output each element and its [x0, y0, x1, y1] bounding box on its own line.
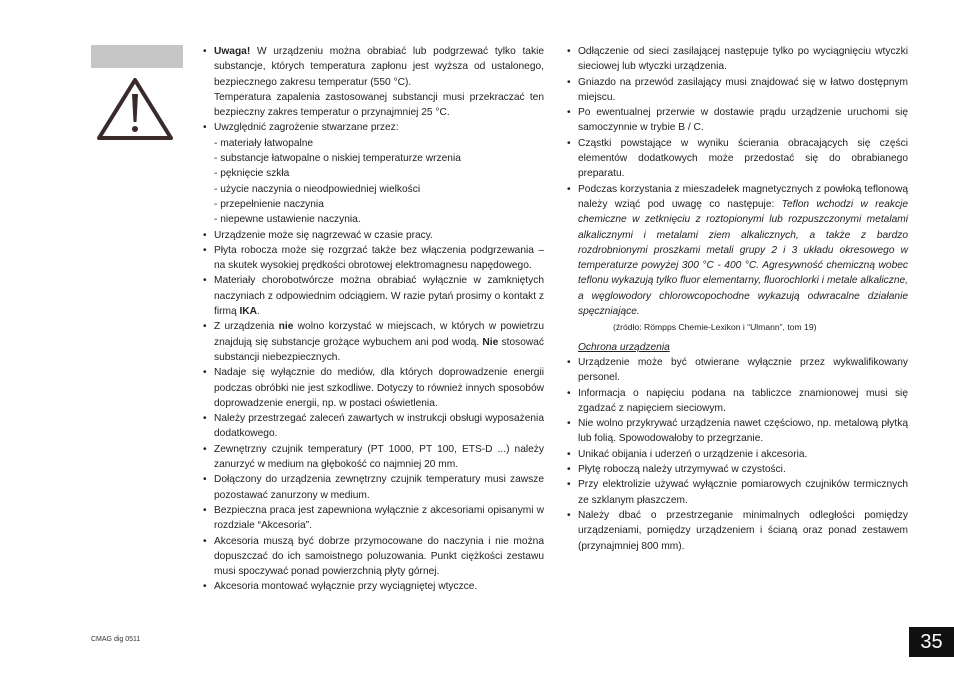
- item-text: .: [257, 306, 260, 318]
- section-gray-bar: [91, 45, 183, 68]
- list-item: • Dołączony do urządzenia zewnętrzny czujnik temperatury musi zawsze pozostawać zanurzony w medium.: [203, 472, 544, 503]
- list-item: • Należy dbać o przestrzeganie minimalnych odległości pomiędzy urządzeniami, pomiędzy urządzeniem i ścianą oraz ponad zestawem (przynajmniej 800 mm).: [567, 508, 908, 554]
- item-text: Podczas korzystania z mieszadełek magnetycznych z powłoką teflonową należy wziąć pod uwagę co następuje:: [578, 183, 908, 210]
- list-item: • Płyta robocza może się rozgrzać także bez włączenia podgrzewania – na skutek wysokiej prędkości obrotowej elektromagnesu napędowego.: [203, 243, 544, 274]
- list-item: • Gniazdo na przewód zasilający musi znajdować się w łatwo dostępnym miejscu.: [567, 75, 908, 106]
- list-item: • Zewnętrzny czujnik temperatury (PT 1000, PT 100, ETS-D ...) należy zanurzyć w medium na głębokość co najmniej 20 mm.: [203, 442, 544, 473]
- list-item: • Bezpieczna praca jest zapewniona wyłącznie z akcesoriami opisanymi w rozdziale “Akcesoria”.: [203, 503, 544, 534]
- list-item: • Unikać obijania i uderzeń o urządzenie i akcesoria.: [567, 447, 908, 462]
- item-text: stosować substancji niebezpiecznych.: [214, 336, 544, 363]
- list-item: • Należy przestrzegać zaleceń zawartych w instrukcji obsługi wyposażenia dodatkowego.: [203, 411, 544, 442]
- hazard-item: - substancje łatwopalne o niskiej temperaturze wrzenia: [214, 153, 461, 165]
- hazard-item: - materiały łatwopalne: [214, 137, 314, 149]
- list-item: [567, 182, 908, 320]
- list-item: • Informacja o napięciu podana na tabliczce znamionowej musi się zgadzać z napięciem sieciowym.: [567, 386, 908, 417]
- warning-label: Uwaga!: [214, 46, 251, 57]
- list-item-continuation: Temperatura zapalenia zastosowanej substancji musi przekraczać ten bezpieczny zakres temperatur o przynajmniej 25 °C.: [214, 91, 544, 119]
- list-item: [203, 44, 544, 90]
- item-text: Z urządzenia: [214, 321, 279, 333]
- item-text: wolno korzystać w miejscach, w których w powietrzu znajdują się substancje grożące wybuchem ani pod wodą.: [214, 321, 544, 348]
- list-item: • Przy elektrolizie używać wyłącznie pomiarowych czujników termicznych ze szklanym płaszczem.: [567, 477, 908, 508]
- list-item: • Nadaje się wyłącznie do mediów, dla których doprowadzenie energii podczas obróbki nie jest szkodliwe. Dotyczy to również innych sposobów doprowadzenie energii, np. w postaci oświetlenia.: [203, 365, 544, 411]
- item-text: Materiały chorobotwórcze można obrabiać wyłącznie w zamkniętych naczyniach z odpowiednim odciągiem. W razie pytań prosimy o kontakt z firmą: [214, 275, 544, 318]
- teflon-note: Teflon wchodzi w reakcje chemiczne w zetknięciu z roztopionymi lub rozpuszczonymi metalami alkalicznymi i metalami ziem alkalicznych, a także z bardzo rozdrobnionymi proszkami metali grupy 2 i 3 układu okresowego w temperaturze powyżej 300 °C - 400 °C. Agresywność chemiczną wobec teflonu wykazują tylko fluor elementarny, fluorochlorki i metale alkaliczne, a węglowodory chlorowcopochodne wykazują odwracalne działanie spęczniające.: [578, 198, 909, 318]
- hazard-item: - użycie naczynia o nieodpowiedniej wielkości: [214, 183, 421, 195]
- emphasis-text: Nie: [482, 336, 499, 348]
- list-item: • Nie wolno przykrywać urządzenia nawet częściowo, np. metalową płytką lub folią. Spowodowałoby to przegrzanie.: [567, 416, 908, 447]
- list-item: • Akcesoria muszą być dobrze przymocowane do naczynia i nie można dopuszczać do ich samoistnego poluzowania. Punkt ciężkości zestawu musi spoczywać ponad powierzchnią płyty górnej.: [203, 534, 544, 580]
- list-item: [203, 319, 544, 365]
- warning-icon: [96, 76, 174, 142]
- list-item: • Akcesoria montować wyłącznie przy wyciągniętej wtyczce.: [203, 579, 544, 594]
- page-number: 35: [909, 627, 954, 657]
- brand-ika: IKA: [239, 306, 258, 318]
- source-citation: (źródło: Römpps Chemie-Lexikon i “Ulmann”, tom 19): [613, 322, 817, 333]
- left-column: [203, 44, 544, 595]
- list-item: • Urządzenie może być otwierane wyłącznie przez wykwalifikowany personel.: [567, 355, 908, 386]
- right-column: [567, 44, 908, 554]
- hazard-item: - przepełnienie naczynia: [214, 198, 324, 210]
- list-item: • Po ewentualnej przerwie w dostawie prądu urządzenie uruchomi się samoczynnie w trybie B / C.: [567, 105, 908, 136]
- hazard-item: - pęknięcie szkła: [214, 168, 290, 180]
- emphasis-text: nie: [278, 321, 294, 333]
- list-item: • Urządzenie może się nagrzewać w czasie pracy.: [203, 228, 544, 243]
- document-code: CMAG dig 0511: [91, 636, 141, 643]
- section-heading: Ochrona urządzenia: [578, 341, 670, 353]
- hazard-item: - niepewne ustawienie naczynia.: [214, 214, 361, 226]
- list-item: • Płytę roboczą należy utrzymywać w czystości.: [567, 462, 908, 477]
- list-item: [203, 273, 544, 319]
- item-text: W urządzeniu można obrabiać lub podgrzewać tylko takie substancje, których temperatura zapłonu jest wyższa od ustalonego, bezpiecznego zakresu temperatur (550 °C).: [214, 46, 544, 88]
- list-item: • Odłączenie od sieci zasilającej następuje tylko po wyciągnięciu wtyczki sieciowej lub wtyczki urządzenia.: [567, 44, 908, 75]
- list-item: • Uwzględnić zagrożenie stwarzane przez:: [203, 120, 544, 135]
- list-item: • Cząstki powstające w wyniku ścierania obracających się części elementów dodatkowych może przedostać się do obrabianego preparatu.: [567, 136, 908, 182]
